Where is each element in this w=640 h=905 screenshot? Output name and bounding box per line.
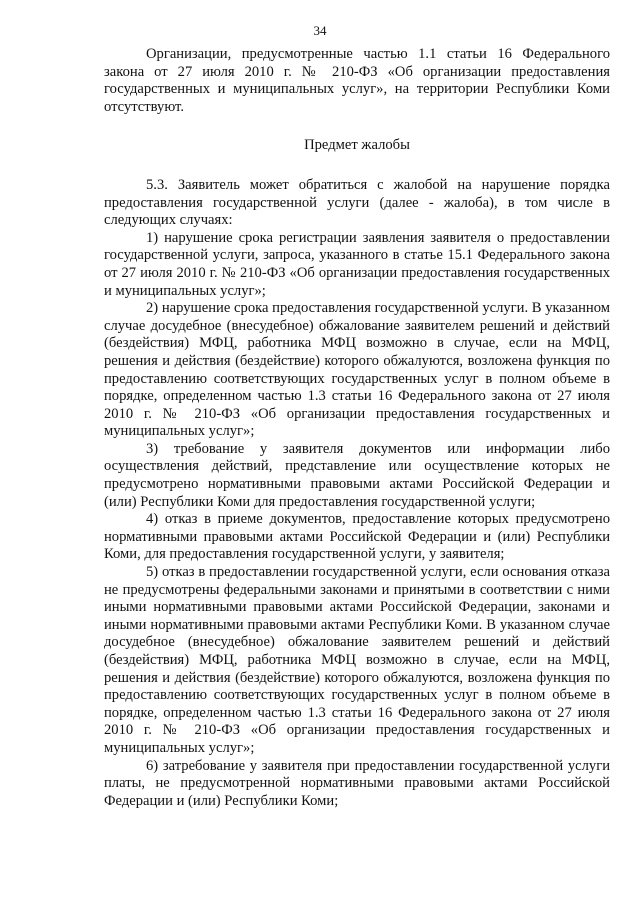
page-number: 34 [313, 23, 327, 38]
list-item-6: 6) затребование у заявителя при предоставлении государственной услуги платы, не предусмотренной нормативными правовыми актами Российской Федерации и (или) Республики Коми; [104, 757, 610, 809]
paragraph-5-3: 5.3. Заявитель может обратиться с жалобой на нарушение порядка предоставления государственной услуги (далее - жалоба), в том числе в следующих случаях: [104, 176, 610, 229]
document-body [104, 46, 610, 810]
paragraph-intro: Организации, предусмотренные частью 1.1 статьи 16 Федерального закона от 27 июля 2010 г. № 210-ФЗ «Об организации предоставления государственных и муниципальных услуг», на территории Республики Коми отсутствуют. [104, 46, 610, 115]
list-item-4: 4) отказ в приеме документов, предоставление которых предусмотрено нормативными правовыми актами Российской Федерации и (или) Республики Коми, для предоставления государственной услуги, у заявителя; [104, 511, 610, 563]
list-item-2: 2) нарушение срока предоставления государственной услуги. В указанном случае досудебное (внесудебное) обжалование заявителем решений и действий (бездействия) МФЦ, работника МФЦ возможно в случае, если на МФЦ, решения и действия (бездействие) которого обжалуются, возложена функция по предоставлению соответствующих государственных услуг в полном объеме в порядке, определенном частью 1.3 статьи 16 Федерального закона от 27 июля 2010 г. № 210-ФЗ «Об организации предоставления государственных и муниципальных услуг»; [104, 300, 610, 440]
section-heading: Предмет жалобы [304, 137, 410, 154]
list-item-1: 1) нарушение срока регистрации заявления заявителя о предоставлении государственной услуги, запроса, указанного в статье 15.1 Федерального закона от 27 июля 2010 г. № 210-ФЗ «Об организации предоставления государственных и муниципальных услуг»; [104, 229, 610, 299]
list-item-5: 5) отказ в предоставлении государственной услуги, если основания отказа не предусмотрены федеральными законами и принятыми в соответствии с ними иными нормативными правовыми актами Российской Федерации, законами и иными нормативными правовыми актами Республики Коми. В указанном случае досудебное (внесудебное) обжалование заявителем решений и действий (бездействия) МФЦ, работника МФЦ возможно в случае, если на МФЦ, решения и действия (бездействие) которого обжалуются, возложена функция по предоставлению соответствующих государственных услуг в полном объеме в порядке, определенном частью 1.3 статьи 16 Федерального закона от 27 июля 2010 г. № 210-ФЗ «Об организации предоставления государственных и муниципальных услуг»; [104, 564, 610, 756]
list-item-3: 3) требование у заявителя документов или информации либо осуществления действий, представление или осуществление которых не предусмотрено нормативными правовыми актами Российской Федерации и (или) Республики Коми для предоставления государственной услуги; [104, 440, 610, 510]
